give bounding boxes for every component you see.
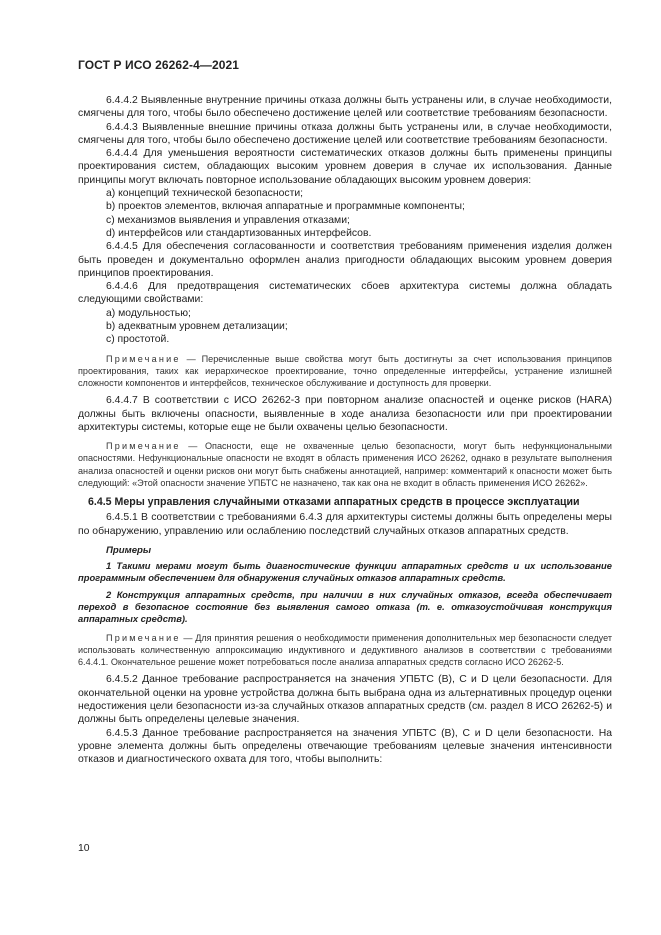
example-2: 2 Конструкция аппаратных средств, при наличии в них случайных отказов, всегда обеспечивает переход в безопасное состояние без выявления самого отказа (т. е. отказоустойчивая конструкция аппаратных средств).	[78, 588, 612, 625]
list-item: b) адекватным уровнем детализации;	[106, 321, 288, 333]
list-item: d) интерфейсов или стандартизованных интерфейсов.	[106, 227, 372, 239]
paragraph-6-4-4-5: 6.4.4.5 Для обеспечения согласованности и соответствия требованиям применения изделия должен быть проведен и документально оформлен анализ пригодности обладающих высоким уровнем доверия принципов проектирования.	[78, 241, 612, 279]
paragraph-6-4-4-7: 6.4.4.7 В соответствии с ИСО 26262-3 при повторном анализе опасностей и оценке рисков (HARA) должны быть включены опасности, выявленные в ходе анализа безопасности или при проектировании архитектуры системы, которые еще не были охвачены целью безопасности.	[78, 395, 612, 433]
document-header: ГОСТ Р ИСО 26262-4—2021	[78, 58, 240, 72]
note-text: — Опасности, еще не охваченные целью безопасности, могут быть нефункциональными опасностями. Нефункциональные опасности не входят в область применения ИСО 26262, однако в результате выполнения анализа опасностей и оценки рисков они могут быть снабжены аннотацией, например: комментарий к опасности может быть следующий: «Этой опасности значение УПБТС не назначено, так как она не входит в область применения ИСО 26262».	[78, 441, 612, 488]
section-heading-6-4-5: 6.4.5 Меры управления случайными отказами аппаратных средств в процессе эксплуатации	[88, 495, 580, 508]
list-item: a) концепций технической безопасности;	[106, 188, 304, 200]
note-label: Примечание	[106, 441, 181, 452]
list-item: a) модульностью;	[106, 307, 191, 319]
note-label: Примечание	[106, 353, 181, 364]
note-1	[78, 353, 612, 390]
examples-title: Примеры	[106, 544, 152, 556]
list-item: b) проектов элементов, включая аппаратные и программные компоненты;	[106, 201, 465, 213]
list-item: c) простотой.	[106, 334, 170, 346]
example-1: 1 Такими мерами могут быть диагностические функции аппаратных средств и их использование программным обеспечением для обнаружения случайных отказов аппаратных средств.	[78, 559, 612, 584]
paragraph-6-4-4-4: 6.4.4.4 Для уменьшения вероятности систематических отказов должны быть применены принципы проектирования систем, обладающих высоким уровнем доверия в случае их использования. Данные принципы могут включать повторное использование обладающих высоким уровнем доверия:	[78, 148, 612, 186]
note-text: — Перечисленные выше свойства могут быть достигнуты за счет использования принципов проектирования, таких как иерархическое проектирование, точно определенные интерфейсы, устранение излишней сложности компонентов и интерфейсов, техническое обслуживание и доступность для проверки.	[78, 353, 612, 389]
note-text: — Для принятия решения о необходимости применения дополнительных мер безопасности следует использовать количественную аппроксимацию индуктивного и дедуктивного анализов в соответствии с требованиями 6.4.4.1. Окончательное решение может потребоваться после анализа аппаратных средств согласно ИСО 26262-5.	[78, 632, 612, 668]
note-3	[78, 632, 612, 669]
paragraph-6-4-5-1: 6.4.5.1 В соответствии с требованиями 6.4.3 для архитектуры системы должны быть определены меры по обнаружению, управлению или ослаблению последствий случайных отказов аппаратных средств.	[78, 512, 612, 537]
paragraph-6-4-4-3: 6.4.4.3 Выявленные внешние причины отказа должны быть устранены или, в случае необходимости, смягчены для того, чтобы было обеспечено достижение целей или соответствие требованиям безопасности.	[78, 121, 612, 146]
note-2	[78, 440, 612, 489]
paragraph-6-4-4-6: 6.4.4.6 Для предотвращения систематических сбоев архитектура системы должна обладать следующими свойствами:	[78, 281, 612, 306]
page-number: 10	[78, 843, 90, 854]
note-label: Примечание	[106, 632, 181, 643]
paragraph-6-4-5-2: 6.4.5.2 Данное требование распространяется на значения УПБТС (В), С и D цели безопасности. Для окончательной оценки на уровне устройства должна быть выбрана одна из альтернативных процедур оценки недостижения цели безопасности из-за случайных отказов аппаратных средств (см. раздел 8 ИСО 26262-5) и должны быть определены целевые значения.	[78, 674, 612, 726]
list-item: c) механизмов выявления и управления отказами;	[106, 214, 350, 226]
paragraph-6-4-4-2: 6.4.4.2 Выявленные внутренние причины отказа должны быть устранены или, в случае необходимости, смягчены для того, чтобы было обеспечено достижение целей или соответствие требованиям безопасности.	[78, 95, 612, 120]
document-page	[78, 58, 612, 767]
paragraph-6-4-5-3: 6.4.5.3 Данное требование распространяется на значения УПБТС (В), С и D цели безопасности. На уровне элемента должны быть определены отвечающие требованиям целевые значения интенсивности отказов и диагностического охвата для того, чтобы выполнить:	[78, 727, 612, 766]
